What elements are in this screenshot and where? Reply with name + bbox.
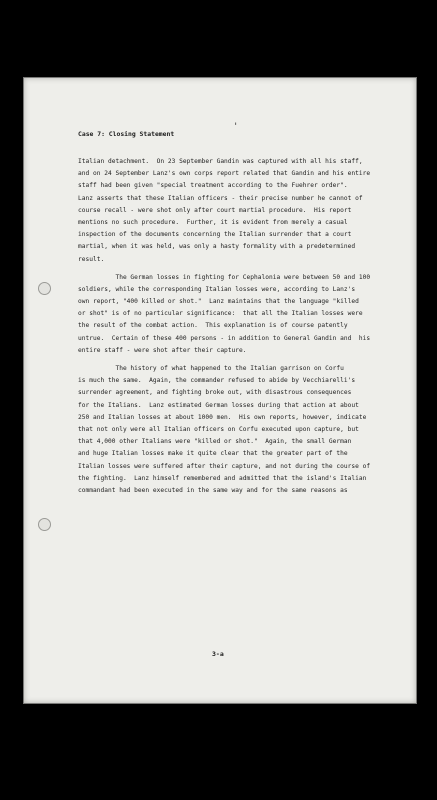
page-header: Case 7: Closing Statement	[78, 130, 175, 138]
text-line: is much the same. Again, the commander refused to abide by Vecchiarelli's	[78, 377, 356, 385]
text-line: for the Italians. Lanz estimated German losses during that action at about	[78, 401, 359, 409]
text-line: that not only were all Italian officers on Corfu executed upon capture, but	[78, 425, 359, 433]
text-line: result.	[78, 255, 105, 263]
text-line: and on 24 September Lanz's own corps report related that Gandin and his entire	[78, 170, 371, 178]
page-number: 3-a	[212, 650, 224, 658]
text-line: course recall - were shot only after court martial procedure. His report	[78, 206, 352, 214]
binder-hole	[38, 282, 51, 295]
text-line: martial, when it was held, was only a hasty formality with a predetermined	[78, 243, 356, 251]
text-line: The history of what happened to the Italian garrison on Corfu	[78, 365, 344, 372]
text-line: and huge Italian losses make it quite clear that the greater part of the	[78, 450, 348, 458]
text-line: Italian losses were suffered after their capture, and not during the course of	[78, 462, 371, 470]
text-line: staff had been given "special treatment according to the Fuehrer order".	[78, 182, 348, 190]
text-line: Lanz asserts that these Italian officers - their precise number he cannot of	[78, 194, 363, 202]
text-line: that 4,000 other Italians were "killed or shot." Again, the small German	[78, 438, 352, 446]
stray-mark: '	[233, 122, 239, 132]
text-line: commandant had been executed in the same way and for the same reasons as	[78, 486, 348, 494]
binder-hole	[38, 518, 51, 531]
text-line: The German losses in fighting for Cephalonia were between 50 and 100	[78, 273, 371, 281]
body-text	[78, 156, 406, 497]
text-line: or shot" is of no particular significance: that all the Italian losses were	[78, 310, 363, 318]
text-line: own report, "400 killed or shot." Lanz maintains that the language "killed	[78, 298, 359, 306]
text-line: the result of the combat action. This explanation is of course patently	[78, 322, 348, 330]
text-line: mentions no such procedure. Further, it is evident from merely a casual	[78, 218, 348, 226]
paragraph	[78, 272, 406, 357]
text-line: soldiers, while the corresponding Italian losses were, according to Lanz's	[78, 285, 356, 293]
paragraph	[78, 156, 406, 266]
document-page	[23, 77, 417, 704]
paragraph	[78, 363, 406, 497]
text-line: inspection of the documents concerning the Italian surrender that a court	[78, 231, 352, 239]
text-line: entire staff - were shot after their capture.	[78, 346, 247, 354]
text-line: the fighting. Lanz himself remembered and admitted that the island's Italian	[78, 474, 367, 482]
text-line: Italian detachment. On 23 September Gandin was captured with all his staff,	[78, 158, 363, 165]
text-line: 250 and Italian losses at about 1000 men. His own reports, however, indicate	[78, 413, 367, 421]
text-line: untrue. Certain of these 400 persons - in addition to General Gandin and his	[78, 334, 371, 342]
text-line: surrender agreement, and fighting broke out, with disastrous consequences	[78, 389, 352, 397]
